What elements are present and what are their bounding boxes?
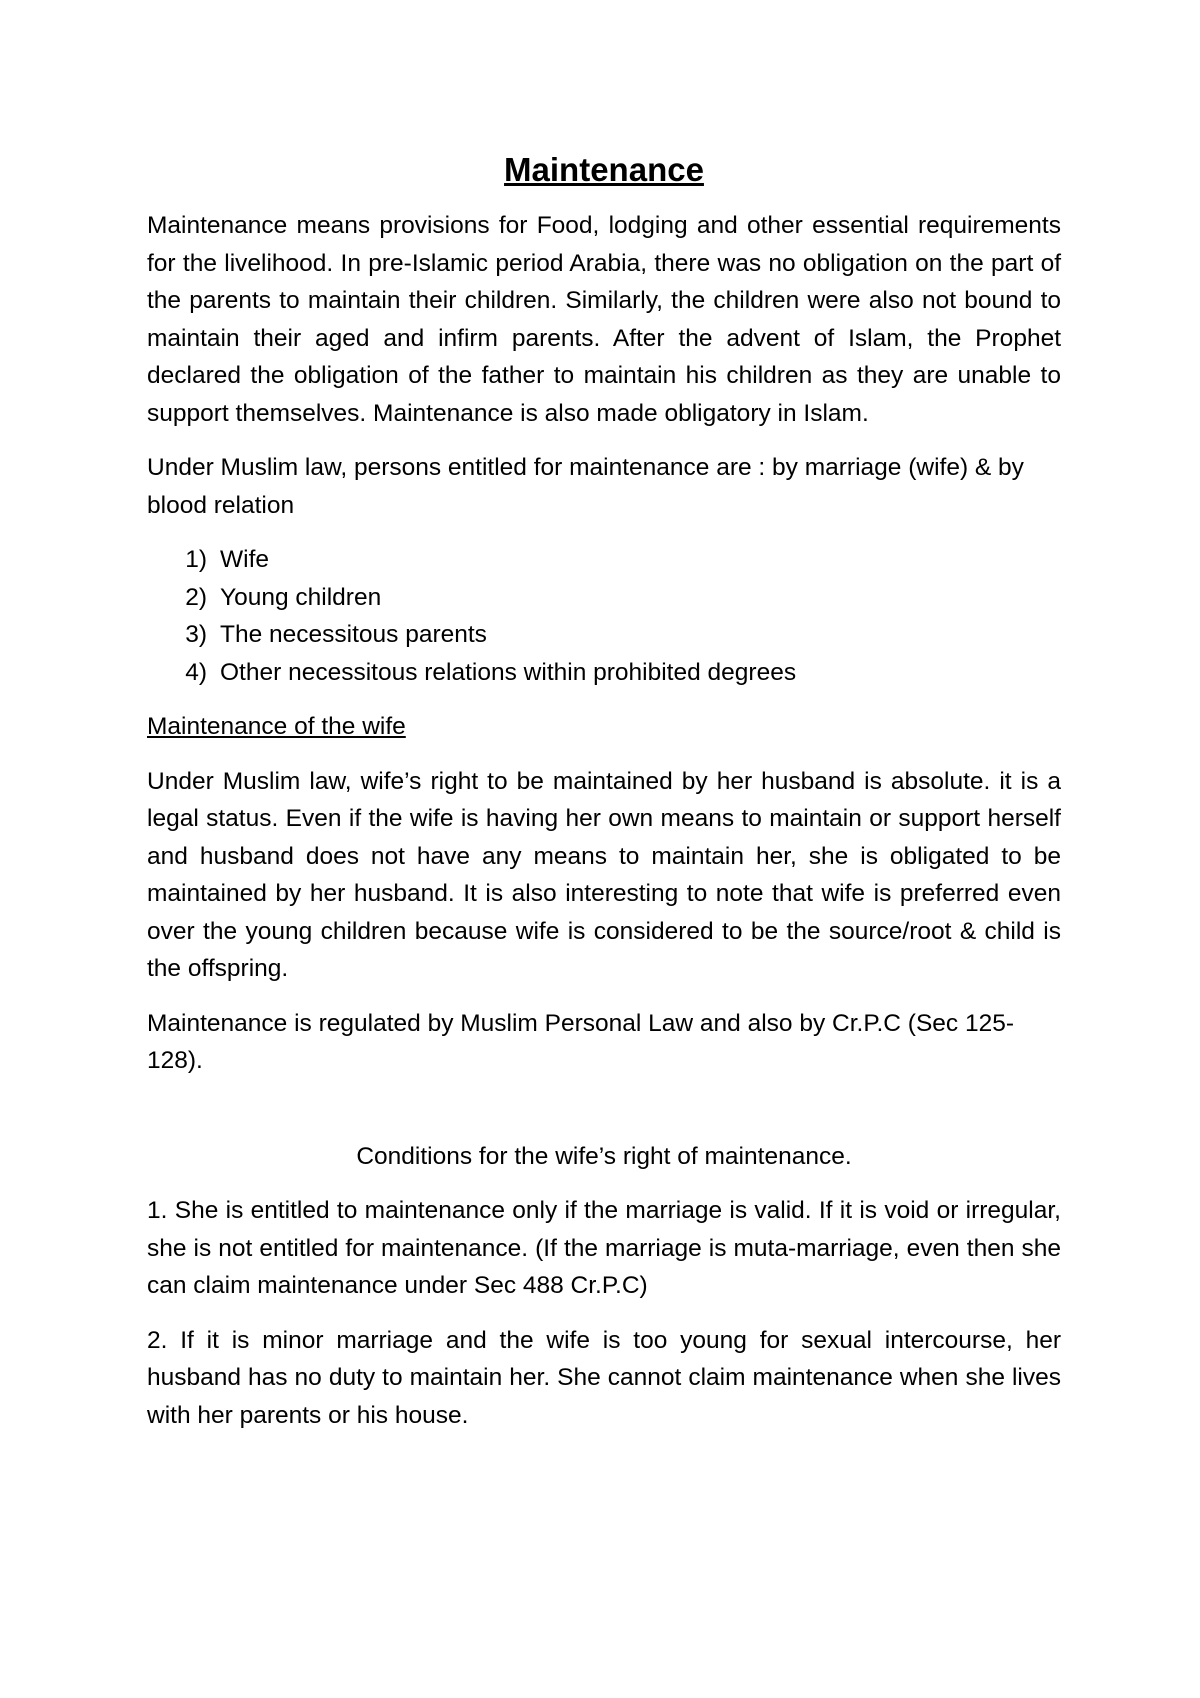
entitled-list bbox=[147, 541, 1061, 691]
list-item-number: 3) bbox=[185, 621, 207, 648]
list-item bbox=[147, 616, 1061, 654]
intro-paragraph: Maintenance means provisions for Food, lodging and other essential requirements for the livelihood. In pre-Islamic period Arabia, there was no obligation on the part of the parents to maintain their children. Similarly, the children were also not bound to maintain their aged and infirm parents. After the advent of Islam, the Prophet declared the obligation of the father to maintain his children as they are unable to support themselves. Maintenance is also made obligatory in Islam. bbox=[147, 212, 1061, 427]
condition-paragraph: 1. She is entitled to maintenance only if the marriage is valid. If it is void or irregular, she is not entitled for maintenance. (If the marriage is muta-marriage, even then she can claim maintenance under Sec 488 Cr.P.C) bbox=[147, 1197, 1061, 1299]
list-item-text: Young children bbox=[220, 583, 382, 611]
entitled-intro-paragraph: Under Muslim law, persons entitled for maintenance are : by marriage (wife) & by blood relation bbox=[147, 454, 1024, 519]
condition-paragraph: 2. If it is minor marriage and the wife is too young for sexual intercourse, her husband has no duty to maintain her. She cannot claim maintenance when she lives with her parents or his house. bbox=[147, 1326, 1061, 1429]
list-item-text: The necessitous parents bbox=[220, 621, 487, 648]
list-item-number: 4) bbox=[185, 658, 207, 686]
wife-maintenance-heading: Maintenance of the wife bbox=[147, 713, 406, 740]
list-item-number: 2) bbox=[185, 583, 207, 611]
list-item-text: Wife bbox=[220, 546, 269, 573]
conditions-heading: Conditions for the wife’s right of maintenance. bbox=[356, 1142, 852, 1170]
wife-maintenance-paragraph: Under Muslim law, wife’s right to be maintained by her husband is absolute. it is a legal status. Even if the wife is having her own means to maintain or support herself and husband does not have any means to maintain her, she is obligated to be maintained by her husband. It is also interesting to note that wife is preferred even over the young children because wife is considered to be the source/root & child is the offspring. bbox=[147, 767, 1061, 982]
page-title: Maintenance bbox=[504, 151, 704, 188]
list-item-number: 1) bbox=[185, 546, 207, 573]
document-body bbox=[147, 150, 1061, 1451]
regulation-paragraph: Maintenance is regulated by Muslim Personal Law and also by Cr.P.C (Sec 125-128). bbox=[147, 1009, 1015, 1074]
list-item bbox=[147, 654, 1061, 692]
list-item bbox=[147, 579, 1061, 617]
list-item-text: Other necessitous relations within prohibited degrees bbox=[220, 658, 797, 686]
list-item bbox=[147, 541, 1061, 579]
